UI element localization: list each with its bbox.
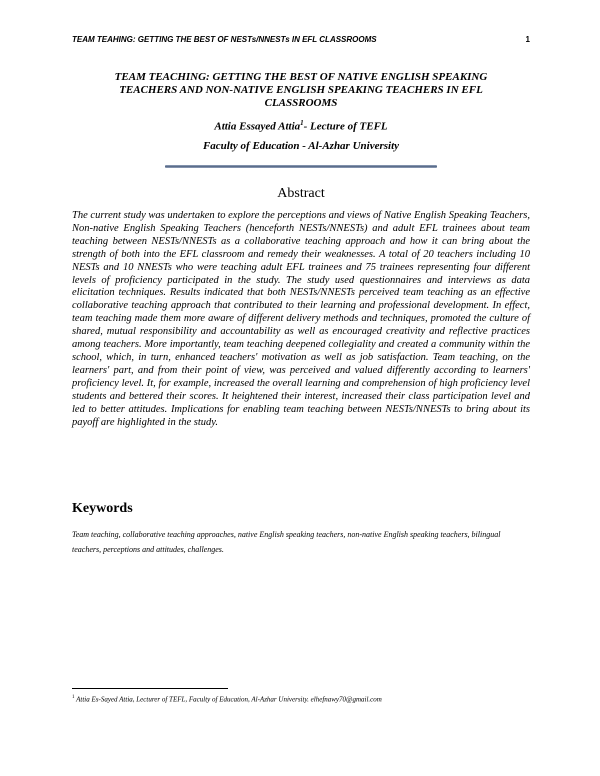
abstract-heading: Abstract: [277, 186, 325, 201]
author-role: - Lecture of TEFL: [303, 120, 388, 133]
abstract-text: The current study was undertaken to explore the perceptions and views of Native English Speaking Teachers, Non-native English Speaking Teachers (henceforth NESTs/NNESTs) and adult EFL trainees about team teaching between NESTs/NNESTs as a collaborative teaching approach and how it can bring about the strength of both into the EFL classroom and remedy their weaknesses. A total of 20 teachers including 10 NESTs and 10 NNESTs who were teaching adult EFL trainees and 75 trainees representing four different levels of proficiency participated in the study. The study used questionnaires and interviews as data elicitation techniques. Results indicated that both NESTs/NNESTs perceived team teaching as an effective collaborative teaching approach that contributed to their learning and professional development. In effect, team teaching made them more aware of different delivery methods and techniques, promoted the culture of shared, mutual responsibility and accountability as well as encouraged creativity and reflective practices among teachers. More importantly, team teaching deepened collegiality and created a community within the school, which, in turn, enhanced teachers' motivation as well as job satisfaction. Team teaching, on the learners' part, and from their point of view, was perceived and valued differently according to learners' proficiency level. It, for example, increased the overall learning and comprehension of high proficiency level students and bettered their scores. It heightened their interest, increased their class participation level and led to better attitudes. Implications for enabling team teaching between NESTs/NNESTs to bring about its payoff are highlighted in the study.: [72, 210, 530, 428]
author-name: Attia Essayed Attia: [214, 120, 301, 133]
affiliation: Faculty of Education - Al-Azhar University: [202, 140, 400, 152]
title-divider: [165, 165, 437, 168]
running-header: [72, 35, 530, 44]
footnote: [72, 695, 530, 703]
page-number: 1: [525, 35, 530, 44]
footnote-divider: [72, 688, 228, 689]
paper-title: TEAM TEACHING: GETTING THE BEST OF NATIVE ENGLISH SPEAKING TEACHERS AND NON-NATIVE ENGLISH SPEAKING TEACHERS IN EFL CLASSROOMS: [114, 71, 488, 109]
footnote-text: Attia Es-Sayed Attia, Lecturer of TEFL, Faculty of Education, Al-Azhar University. elhefnawy70@gmail.com: [76, 695, 382, 704]
author-footnote-mark: 1: [300, 119, 304, 127]
keywords-heading: Keywords: [72, 501, 133, 516]
running-title: TEAM TEAHING: GETTING THE BEST OF NESTs/NNESTs IN EFL CLASSROOMS: [72, 35, 377, 44]
footnote-mark: 1: [72, 695, 75, 700]
keywords-text: Team teaching, collaborative teaching approaches, native English speaking teachers, non-native English speaking teachers, bilingual teachers, perceptions and attitudes, challenges.: [72, 530, 501, 554]
author-line: [72, 119, 530, 133]
